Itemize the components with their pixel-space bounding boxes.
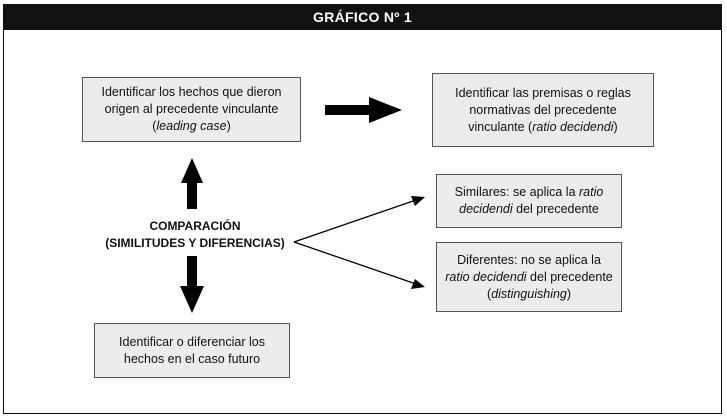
box-ratio-decidendi [432, 73, 654, 147]
leading-case-italic: leading case [156, 119, 227, 133]
diferentes-open: ( [486, 286, 492, 301]
diferentes-suffix: del precedente [526, 269, 613, 284]
title-text: GRÁFICO Nº 1 [313, 9, 412, 25]
similares-prefix: Similares: se aplica la [454, 185, 580, 199]
leading-case-line2: origen al precedente vinculante [104, 102, 279, 116]
comparacion-line2: (SIMILITUDES Y DIFERENCIAS) [105, 236, 285, 250]
similares-italic1: ratio [579, 185, 604, 199]
leading-case-line1: Identificar los hechos que dieron [101, 85, 282, 99]
caso-futuro-line1: Identificar o diferenciar los [119, 334, 265, 349]
caso-futuro-line2: hechos en el caso futuro [123, 351, 261, 366]
premisas-italic: ratio decidendi [532, 119, 614, 134]
box-leading-case [82, 77, 301, 142]
leading-case-open: ( [152, 119, 157, 133]
similares-suffix: del precedente [512, 202, 599, 216]
diferentes-italic1: ratio decidendi [445, 269, 527, 284]
diferentes-close: ) [566, 286, 572, 301]
comparacion-line1: COMPARACIÓN [149, 219, 241, 233]
box-diferentes [436, 242, 622, 312]
box-similares [436, 174, 622, 228]
comparacion-label [100, 218, 290, 252]
diagram-title [3, 4, 722, 30]
premisas-line2: normativas del precedente [469, 102, 617, 117]
diferentes-italic2: distinguishing [491, 286, 567, 301]
premisas-line3-suffix: ) [613, 119, 618, 134]
diferentes-line1: Diferentes: no se aplica la [457, 252, 601, 267]
premisas-line1: Identificar las premisas o reglas [455, 85, 631, 100]
premisas-line3-prefix: vinculante ( [468, 119, 533, 134]
leading-case-close: ) [226, 119, 231, 133]
box-caso-futuro [94, 323, 290, 378]
similares-italic2: decidendi [459, 202, 513, 216]
